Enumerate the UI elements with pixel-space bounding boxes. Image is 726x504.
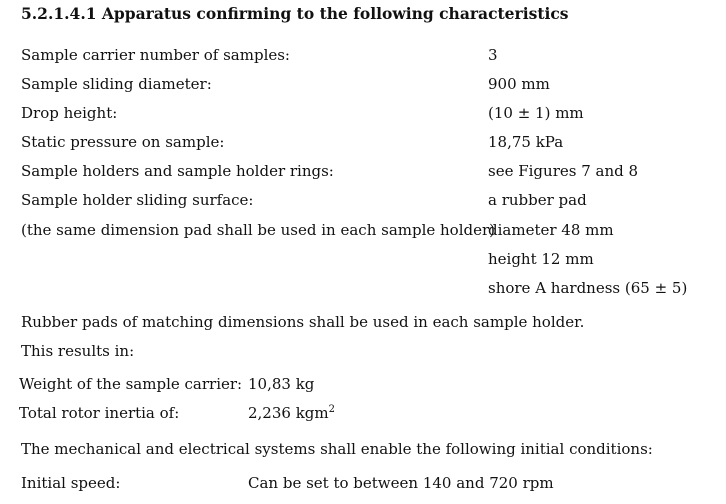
characteristic-label: Sample holders and sample holder rings:	[21, 162, 334, 180]
conditions-intro-paragraph: The mechanical and electrical systems shall enable the following initial conditions:	[21, 440, 653, 458]
results-intro-paragraph: This results in:	[21, 342, 135, 360]
characteristic-value: height 12 mm	[488, 250, 594, 268]
characteristic-value: see Figures 7 and 8	[488, 162, 639, 180]
characteristic-label: Static pressure on sample:	[21, 133, 225, 151]
characteristic-label: (the same dimension pad shall be used in each sample holder)	[21, 221, 496, 239]
characteristic-row	[21, 104, 711, 128]
inertia-value	[248, 404, 335, 422]
characteristic-label: Sample holder sliding surface:	[21, 191, 254, 209]
inertia-value-text: 2,236 kgm	[248, 404, 329, 422]
characteristic-value: 900 mm	[488, 75, 550, 93]
characteristic-row	[21, 250, 711, 274]
rubber-pads-paragraph: Rubber pads of matching dimensions shall be used in each sample holder.	[21, 313, 585, 331]
characteristic-value: 18,75 kPa	[488, 133, 564, 151]
section-heading: 5.2.1.4.1 Apparatus confirming to the following characteristics	[21, 4, 569, 23]
characteristic-value: (10 ± 1) mm	[488, 104, 584, 122]
characteristic-row	[21, 221, 711, 245]
inertia-label: Total rotor inertia of:	[19, 404, 180, 422]
characteristic-value: 3	[488, 46, 498, 64]
characteristic-row	[21, 46, 711, 70]
characteristic-label: Sample carrier number of samples:	[21, 46, 290, 64]
characteristic-label: Drop height:	[21, 104, 118, 122]
characteristic-label: Sample sliding diameter:	[21, 75, 212, 93]
characteristic-value: a rubber pad	[488, 191, 587, 209]
characteristic-row	[21, 75, 711, 99]
condition-row-speed	[21, 474, 711, 498]
speed-label: Initial speed:	[21, 474, 121, 492]
characteristic-row	[21, 162, 711, 186]
characteristic-value: shore A hardness (65 ± 5)	[488, 279, 688, 297]
weight-value: 10,83 kg	[248, 375, 315, 393]
result-row-weight	[19, 375, 709, 399]
inertia-exponent: 2	[328, 404, 335, 415]
result-row-inertia	[19, 404, 709, 428]
characteristic-value: diameter 48 mm	[488, 221, 614, 239]
speed-value: Can be set to between 140 and 720 rpm	[248, 474, 554, 492]
characteristic-row	[21, 191, 711, 215]
characteristic-row	[21, 133, 711, 157]
characteristic-row	[21, 279, 711, 303]
weight-label: Weight of the sample carrier:	[19, 375, 243, 393]
